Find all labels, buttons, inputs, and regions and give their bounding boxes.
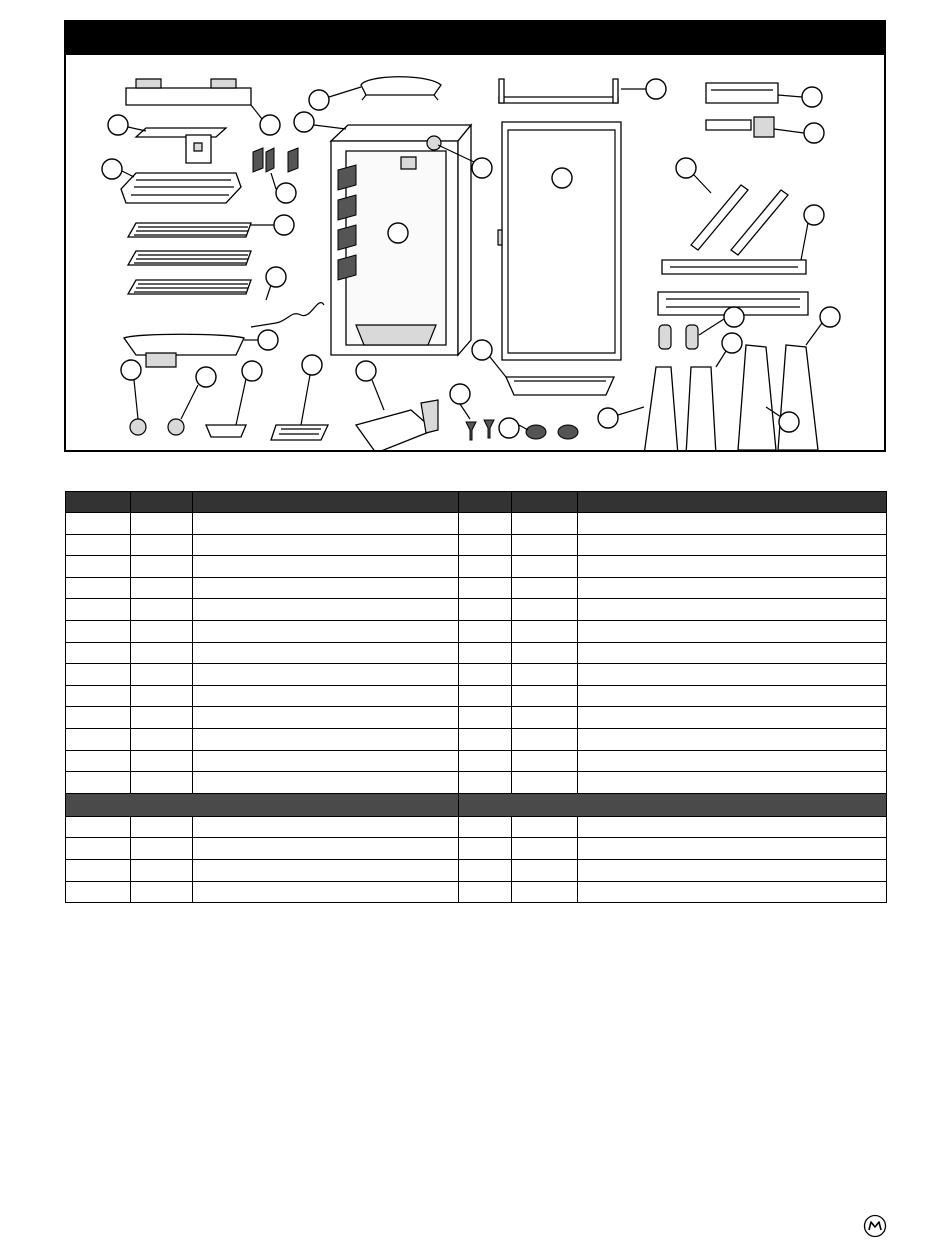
table-cell [459,577,512,599]
table-cell [578,859,887,881]
table-cell [193,728,459,750]
table-cell [459,620,512,642]
table-row [66,750,887,772]
table-cell [131,664,193,686]
table-cell [512,750,578,772]
table-cell [66,881,131,903]
table-cell [512,728,578,750]
table-cell [512,664,578,686]
table-cell [131,859,193,881]
table-row [66,838,887,860]
table-cell [131,838,193,860]
header-cell [66,492,131,513]
section-label [66,793,459,816]
table-cell [66,859,131,881]
table-cell [459,859,512,881]
wheels-part [659,325,698,349]
table-cell [512,513,578,535]
table-cell [193,859,459,881]
table-cell [578,772,887,794]
table-cell [459,513,512,535]
smoker-door-part [498,122,621,360]
table-cell [578,513,887,535]
table-cell [578,577,887,599]
table-cell [131,685,193,707]
table-cell [193,534,459,556]
table-cell [578,750,887,772]
table-cell [578,620,887,642]
table-cell [512,577,578,599]
table-cell [66,513,131,535]
table-cell [459,881,512,903]
wood-chip-box-part [206,425,328,440]
table-cell [578,816,887,838]
table-cell [66,750,131,772]
table-row [66,816,887,838]
table-row [66,534,887,556]
table-cell [512,859,578,881]
table-cell [193,772,459,794]
table-row [66,620,887,642]
table-cell [512,642,578,664]
table-cell [512,838,578,860]
diagram-header-bar [66,22,884,55]
table-cell [193,838,459,860]
table-cell [193,707,459,729]
screws-part [466,420,494,440]
table-cell [578,599,887,621]
table-cell [459,599,512,621]
water-bowl-part [124,334,244,367]
side-rails-part [691,185,788,255]
table-cell [66,664,131,686]
element-bracket-part [706,117,774,137]
table-cell [512,685,578,707]
exploded-parts-diagram [64,20,886,452]
table-cell [131,728,193,750]
table-cell [66,772,131,794]
table-cell [66,620,131,642]
drip-tray-part [506,377,614,395]
table-cell [131,642,193,664]
table-cell [66,577,131,599]
table-cell [459,534,512,556]
parts-list-table [65,491,887,903]
table-cell [578,707,887,729]
temperature-probe-part [251,303,324,327]
table-cell [131,620,193,642]
chip-loader-part [356,400,438,450]
table-cell [193,642,459,664]
table-row [66,881,887,903]
table-cell [512,556,578,578]
table-cell [66,642,131,664]
table-row [66,599,887,621]
leveling-feet-part [526,425,578,439]
table-row [66,556,887,578]
table-cell [193,620,459,642]
table-cell [193,685,459,707]
table-cell [578,881,887,903]
table-cell [512,534,578,556]
table-cell [66,534,131,556]
header-cell [578,492,887,513]
table-row [66,859,887,881]
header-cell [512,492,578,513]
table-cell [512,816,578,838]
table-cell [131,772,193,794]
header-cell [459,492,512,513]
table-row [66,728,887,750]
table-cell [193,577,459,599]
table-cell [131,534,193,556]
table-cell [193,556,459,578]
table-cell [578,685,887,707]
header-cell [131,492,193,513]
table-cell [459,556,512,578]
table-cell [578,664,887,686]
table-cell [578,642,887,664]
rack-bracket-part [136,128,226,163]
table-cell [131,750,193,772]
table-cell [131,577,193,599]
table-cell [66,685,131,707]
table-cell [512,620,578,642]
table-cell [512,881,578,903]
table-row [66,772,887,794]
legs-part [644,345,818,450]
table-cell [193,599,459,621]
table-row [66,664,887,686]
table-cell [193,816,459,838]
table-cell [131,816,193,838]
table-cell [193,513,459,535]
parts-illustration [66,55,884,450]
table-cell [193,750,459,772]
table-cell [459,707,512,729]
header-cell [193,492,459,513]
jerky-rack-part [121,173,241,203]
table-cell [131,707,193,729]
section-row [66,793,887,816]
parts-list-body [66,513,887,903]
top-tray-part [126,79,251,105]
table-row [66,577,887,599]
section-label [459,793,887,816]
table-cell [578,728,887,750]
table-cell [459,664,512,686]
table-cell [459,685,512,707]
table-cell [459,816,512,838]
table-cell [512,599,578,621]
table-cell [66,707,131,729]
table-cell [512,707,578,729]
table-cell [66,599,131,621]
table-cell [578,556,887,578]
table-cell [131,881,193,903]
table-cell [131,599,193,621]
table-cell [459,642,512,664]
table-cell [578,534,887,556]
table-cell [66,728,131,750]
m-monogram-logo-icon [863,1214,887,1238]
rack-supports-part [253,148,298,172]
table-row [66,707,887,729]
knob-parts [130,419,184,435]
table-cell [459,838,512,860]
control-housing-part [706,83,778,103]
table-cell [131,556,193,578]
top-handle-part [361,77,441,100]
table-cell [459,750,512,772]
table-cell [66,556,131,578]
table-cell [131,513,193,535]
table-cell [193,664,459,686]
table-cell [578,838,887,860]
cooking-grates [128,223,251,294]
table-header-row [66,492,887,513]
table-row [66,685,887,707]
table-cell [66,816,131,838]
table-cell [66,838,131,860]
table-row [66,642,887,664]
table-cell [459,772,512,794]
table-row [66,513,887,535]
table-cell [512,772,578,794]
hinge-bar-part [499,79,618,103]
table-cell [459,728,512,750]
table-cell [193,881,459,903]
